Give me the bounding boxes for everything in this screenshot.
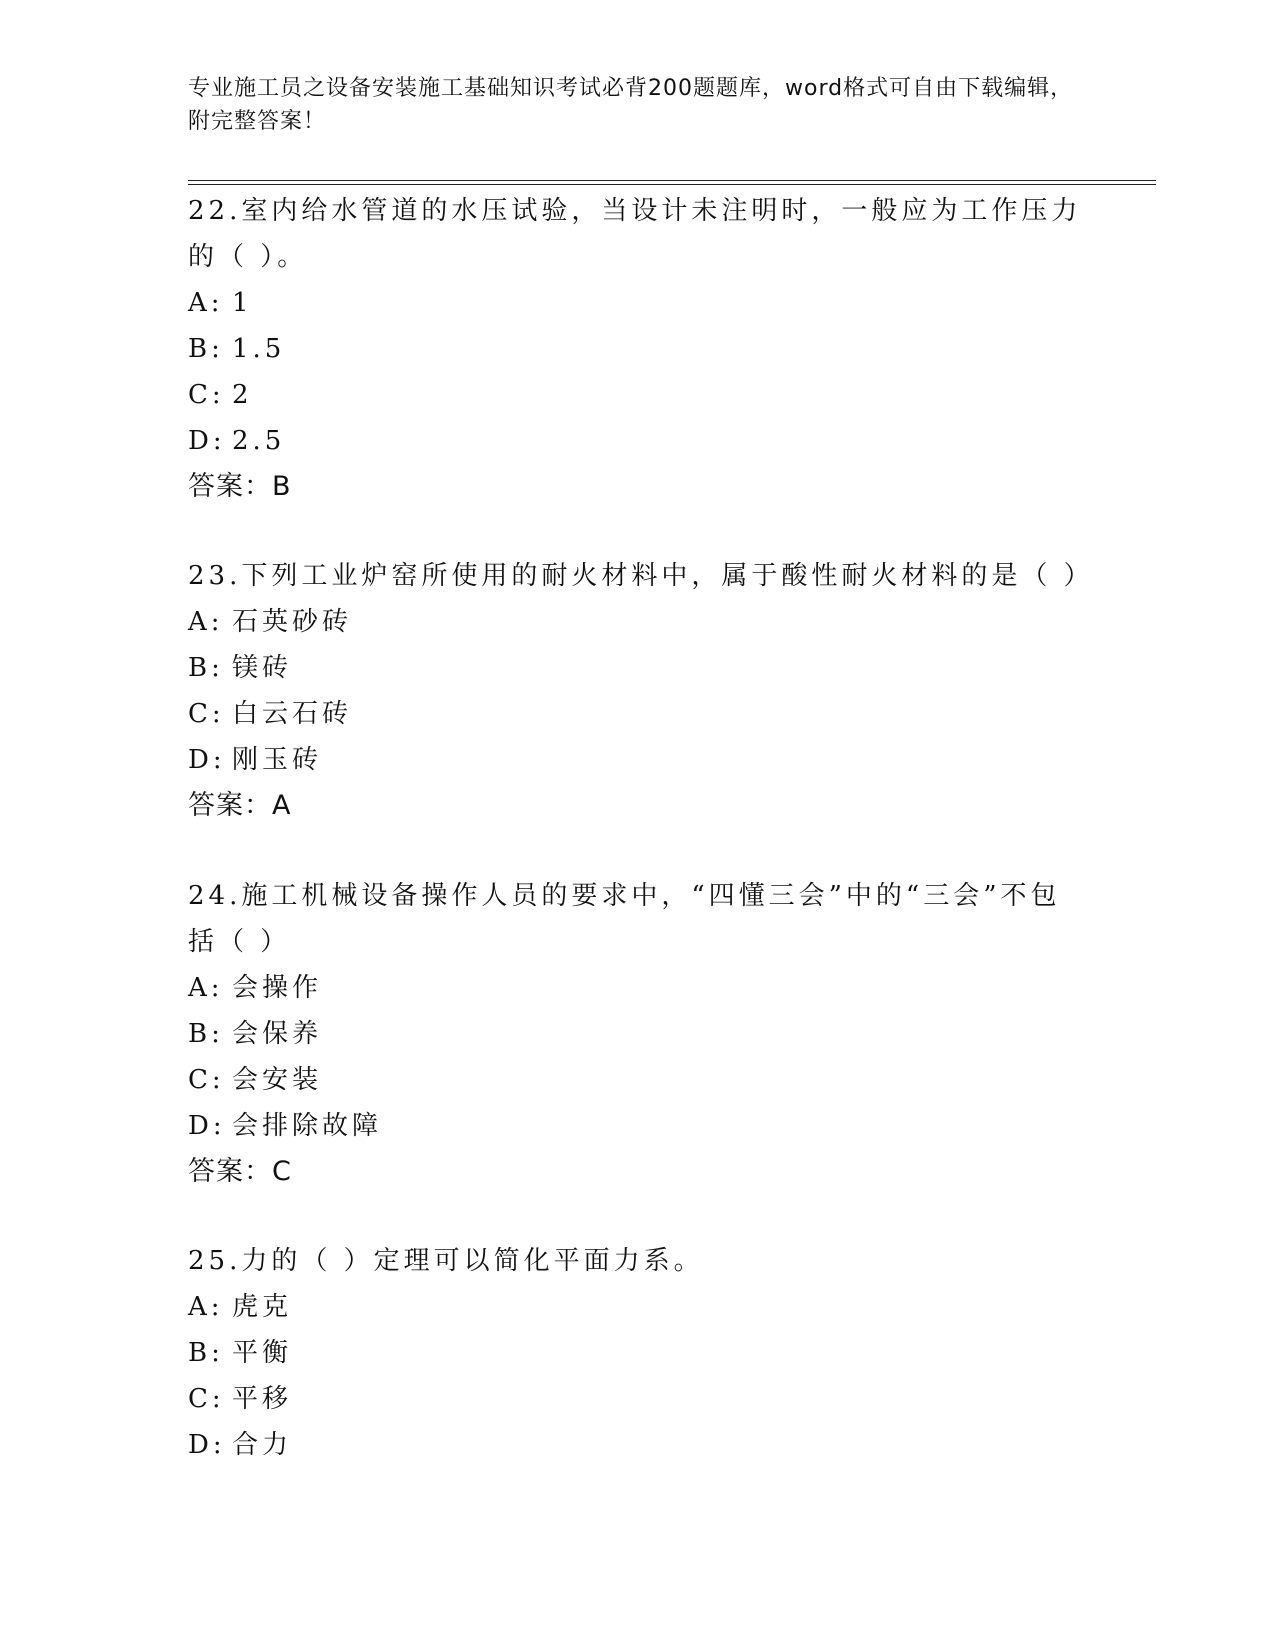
question-stem: 25.力的（ ）定理可以简化平面力系。 [188,1246,704,1276]
option-a [188,599,1088,645]
option-text: 平移 [232,1384,293,1414]
option-b [188,326,1088,372]
option-key: D: [188,1111,226,1141]
option-text: 会排除故障 [232,1111,383,1141]
option-b [188,1011,1088,1057]
option-key: B: [188,334,224,364]
option-a [188,1284,1088,1330]
option-key: B: [188,653,224,683]
option-key: C: [188,380,225,410]
answer-line: 答案：C [188,1156,292,1187]
option-text: 石英砂砖 [232,607,353,637]
question-22 [188,188,1088,510]
header-divider-bottom [188,184,1156,185]
option-key: D: [188,426,226,456]
option-key: B: [188,1019,224,1049]
option-c [188,691,1088,737]
option-b [188,645,1088,691]
question-stem: 23.下列工业炉窑所使用的耐火材料中，属于酸性耐火材料的是（ ） [188,561,1094,591]
option-a [188,965,1088,1011]
option-b [188,1330,1088,1376]
question-24 [188,873,1088,1195]
option-text: 会保养 [232,1019,323,1049]
option-key: C: [188,1065,225,1095]
option-key: A: [188,973,224,1003]
option-d [188,737,1088,783]
option-d [188,1103,1088,1149]
answer-line: 答案：A [188,790,292,821]
option-text: 会操作 [232,973,323,1003]
option-d [188,418,1088,464]
option-c [188,1376,1088,1422]
option-text: 虎克 [232,1292,293,1322]
header-divider-top [188,180,1156,181]
question-stem: 22.室内给水管道的水压试验，当设计未注明时，一般应为工作压力的（ ）。 [188,196,1082,272]
option-text: 镁砖 [232,653,293,683]
option-key: B: [188,1338,224,1368]
question-25 [188,1238,1088,1468]
option-key: A: [188,607,224,637]
option-key: C: [188,699,225,729]
option-key: A: [188,1292,224,1322]
option-text: 刚玉砖 [232,745,323,775]
option-text: 白云石砖 [232,699,353,729]
answer-line: 答案：B [188,471,292,502]
option-text: 平衡 [232,1338,293,1368]
option-key: D: [188,745,226,775]
option-key: C: [188,1384,225,1414]
option-text: 2 [232,380,253,410]
option-text: 1 [232,288,253,318]
option-a [188,280,1088,326]
option-text: 2.5 [232,426,286,456]
question-stem: 24.施工机械设备操作人员的要求中，“四懂三会”中的“三会”不包括（ ） [188,881,1061,957]
option-d [188,1422,1088,1468]
question-23 [188,553,1094,829]
option-text: 会安装 [232,1065,323,1095]
option-c [188,1057,1088,1103]
option-key: A: [188,288,224,318]
document-title: 专业施工员之设备安装施工基础知识考试必背200题题库，word格式可自由下载编辑，附完整答案！ [188,76,1074,134]
option-text: 1.5 [232,334,286,364]
option-c [188,372,1088,418]
option-text: 合力 [232,1430,293,1460]
option-key: D: [188,1430,226,1460]
